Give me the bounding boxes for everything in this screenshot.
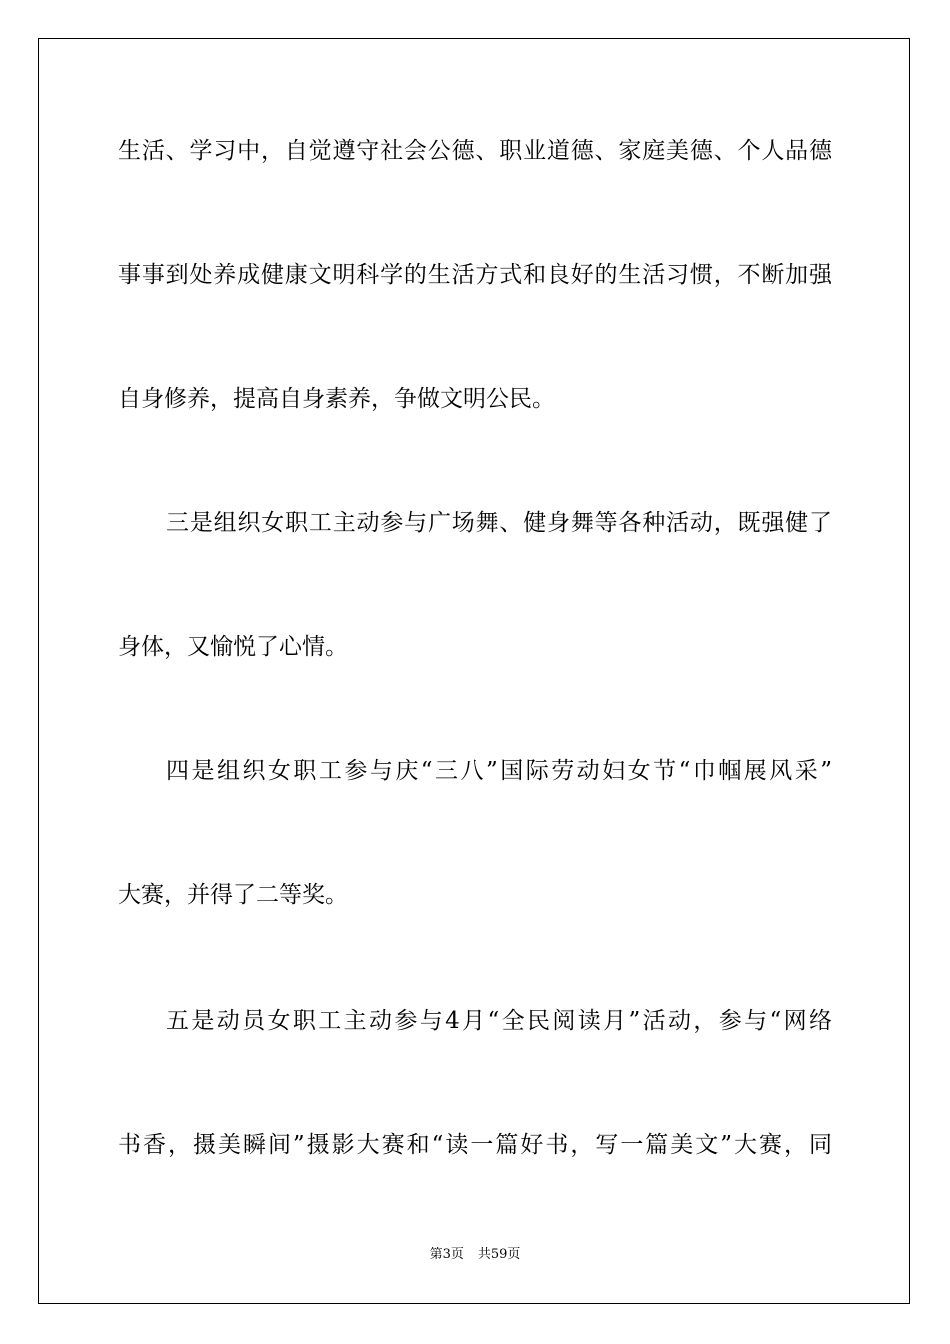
page-border — [38, 38, 910, 1304]
text-line-8: 五是动员女职工主动参与4月“全民阅读月”活动，参与“网络 — [166, 1008, 832, 1034]
text-line-4: 三是组织女职工主动参与广场舞、健身舞等各种活动，既强健了 — [166, 510, 832, 536]
text-line-7: 大赛，并得了二等奖。 — [118, 882, 348, 908]
text-line-3: 自身修养，提高自身素养，争做文明公民。 — [118, 386, 555, 412]
text-line-5: 身体，又愉悦了心情。 — [118, 634, 348, 660]
total-pages: 共59页 — [477, 1247, 521, 1262]
text-line-9: 书香，摄美瞬间”摄影大赛和“读一篇好书，写一篇美文”大赛，同 — [118, 1132, 832, 1158]
page-footer — [0, 1247, 950, 1263]
page-number: 第3页 — [429, 1247, 464, 1262]
text-line-1: 生活、学习中，自觉遵守社会公德、职业道德、家庭美德、个人品德 — [118, 138, 832, 164]
text-line-2: 事事到处养成健康文明科学的生活方式和良好的生活习惯，不断加强 — [118, 262, 832, 288]
text-line-6: 四是组织女职工参与庆“三八”国际劳动妇女节“巾帼展风采” — [166, 758, 832, 784]
